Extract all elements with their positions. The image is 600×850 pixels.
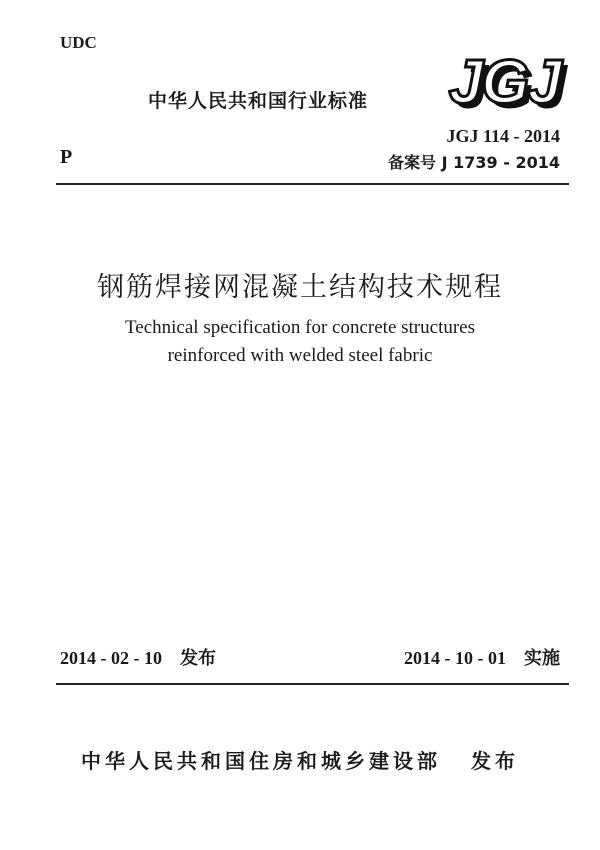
implementation-date-block [404, 644, 560, 670]
udc-label: UDC [60, 33, 97, 52]
document-title-chinese: 钢筋焊接网混凝土结构技术规程 [97, 272, 503, 303]
standard-code: JGJ 114 - 2014 [446, 126, 560, 146]
document-title-english [0, 314, 600, 370]
top-divider [56, 183, 569, 185]
publisher-block [0, 745, 600, 774]
classification-code: P [60, 146, 73, 168]
english-title-line-1: Technical specification for concrete structures [125, 317, 475, 338]
issue-label: 发布 [180, 648, 216, 669]
publish-label: 发布 [471, 749, 519, 773]
issue-date: 2014 - 02 - 10 [60, 648, 162, 668]
english-title-line-2: reinforced with welded steel fabric [167, 345, 433, 366]
industry-standard-heading: 中华人民共和国行业标准 [148, 90, 369, 112]
bottom-divider [56, 683, 569, 685]
publisher-name: 中华人民共和国住房和城乡建设部 [81, 749, 441, 773]
implementation-label: 实施 [524, 648, 560, 669]
issue-date-block [60, 644, 216, 670]
jgj-logo: JGJ [448, 48, 560, 117]
implementation-date: 2014 - 10 - 01 [404, 648, 506, 668]
record-number: 备案号 J 1739 - 2014 [388, 153, 560, 172]
